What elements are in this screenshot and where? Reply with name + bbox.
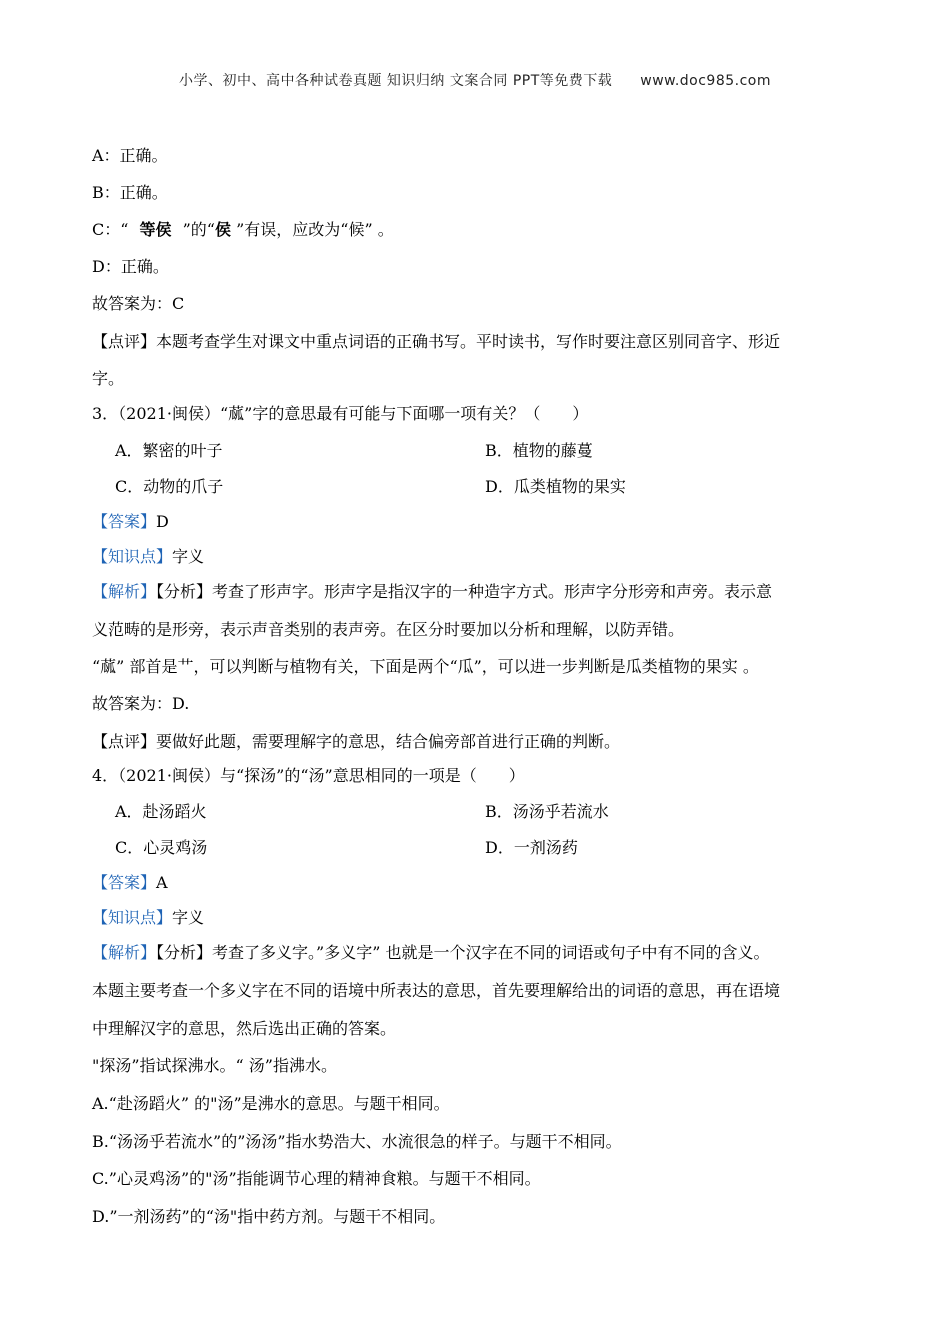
q4-analysis-line4: "探汤”指试探沸水。“ 汤”指沸水。 — [92, 1056, 337, 1075]
q3-review-tag: 【点评】 — [92, 732, 157, 751]
q3-option-d: D．瓜类植物的果实 — [485, 477, 626, 496]
q4-answer — [92, 872, 168, 894]
q2-c-suffix: ”有误，应改为“候” 。 — [231, 220, 394, 239]
q3-knowledge-point — [92, 546, 204, 568]
q2-option-b-explanation: B：正确。 — [92, 183, 168, 202]
q2-review-tag: 【点评】 — [92, 332, 157, 351]
q2-c-prefix: C：“ — [92, 220, 134, 239]
q4-option-a: A．赴汤蹈火 — [115, 802, 207, 821]
header-text: 小学、初中、高中各种试卷真题 知识归纳 文案合同 PPT等免费下载 — [178, 73, 613, 89]
q2-option-d-explanation: D：正确。 — [92, 257, 169, 276]
q4-analysis-line7: C.”心灵鸡汤”的"汤”指能调节心理的精神食粮。与题干不相同。 — [92, 1169, 541, 1188]
q3-analysis-line1: 【分析】考查了形声字。形声字是指汉字的一种造字方式。形声字分形旁和声旁。表示意 — [156, 582, 773, 601]
q4-answer-value: A — [156, 873, 168, 892]
q3-option-a: A．繁密的叶子 — [115, 441, 223, 460]
q2-c-word2: 侯 — [214, 220, 231, 239]
q4-analysis — [92, 942, 769, 964]
q3-final-answer: 故答案为：D. — [92, 694, 190, 713]
q2-review-text: 本题考查学生对课文中重点词语的正确书写。平时读书，写作时要注意区别同音字、形近 — [156, 332, 781, 351]
q4-analysis-line6: B.“汤汤乎若流水”的”汤汤”指水势浩大、水流很急的样子。与题干不相同。 — [92, 1132, 622, 1151]
q4-option-b: B．汤汤乎若流水 — [485, 802, 609, 821]
q4-option-c: C．心灵鸡汤 — [115, 838, 208, 857]
q2-review-cont: 字。 — [92, 369, 125, 388]
q4-stem: 4．（2021·闽侯）与“探汤”的“汤”意思相同的一项是（ ） — [92, 766, 525, 785]
q4-kp-value: 字义 — [172, 908, 205, 927]
q4-analysis-line3: 中理解汉字的意思，然后选出正确的答案。 — [92, 1019, 397, 1038]
q3-option-c: C．动物的爪子 — [115, 477, 224, 496]
q3-answer-tag: 【答案】 — [92, 512, 157, 531]
q4-analysis-line1: 【分析】考查了多义字。”多义字” 也就是一个汉字在不同的词语或句子中有不同的含义。 — [156, 943, 770, 962]
q3-review-text: 要做好此题，需要理解字的意思，结合偏旁部首进行正确的判断。 — [156, 732, 621, 751]
q4-analysis-tag: 【解析】 — [92, 943, 157, 962]
q3-analysis-tag: 【解析】 — [92, 582, 157, 601]
q2-option-c-explanation — [92, 219, 394, 241]
q3-kp-value: 字义 — [172, 547, 205, 566]
q3-answer-value: D — [156, 512, 169, 531]
q3-analysis — [92, 581, 772, 603]
q4-knowledge-point — [92, 907, 204, 929]
q3-analysis-line2: 义范畴的是形旁，表示声音类别的表声旁。在区分时要加以分析和理解，以防弄错。 — [92, 620, 685, 639]
q3-option-b: B．植物的藤蔓 — [485, 441, 593, 460]
q2-review — [92, 331, 780, 353]
q2-c-word1: 等侯 — [139, 220, 172, 239]
q3-stem: 3．（2021·闽侯）“蓏”字的意思最有可能与下面哪一项有关？（ ） — [92, 404, 589, 423]
page-header — [0, 70, 950, 90]
q2-final-answer: 故答案为：C — [92, 294, 185, 313]
q3-kp-tag: 【知识点】 — [92, 547, 173, 566]
q3-analysis-line3: “蓏” 部首是艹，可以判断与植物有关，下面是两个“瓜”，可以进一步判断是瓜类植物的果实 。 — [92, 657, 759, 676]
q4-kp-tag: 【知识点】 — [92, 908, 173, 927]
q2-c-mid: ”的“ — [177, 220, 215, 239]
q3-review — [92, 731, 620, 753]
header-url[interactable]: www.doc985.com — [640, 73, 772, 89]
q4-answer-tag: 【答案】 — [92, 873, 157, 892]
q4-analysis-line8: D.”一剂汤药”的“汤"指中药方剂。与题干不相同。 — [92, 1207, 446, 1226]
q4-analysis-line2: 本题主要考查一个多义字在不同的语境中所表达的意思，首先要理解给出的词语的意思，再在语境 — [92, 981, 781, 1000]
q4-option-d: D．一剂汤药 — [485, 838, 578, 857]
q3-answer — [92, 511, 169, 533]
q2-option-a-explanation: A：正确。 — [92, 146, 168, 165]
q4-analysis-line5: A.“赴汤蹈火” 的"汤”是沸水的意思。与题干相同。 — [92, 1094, 450, 1113]
